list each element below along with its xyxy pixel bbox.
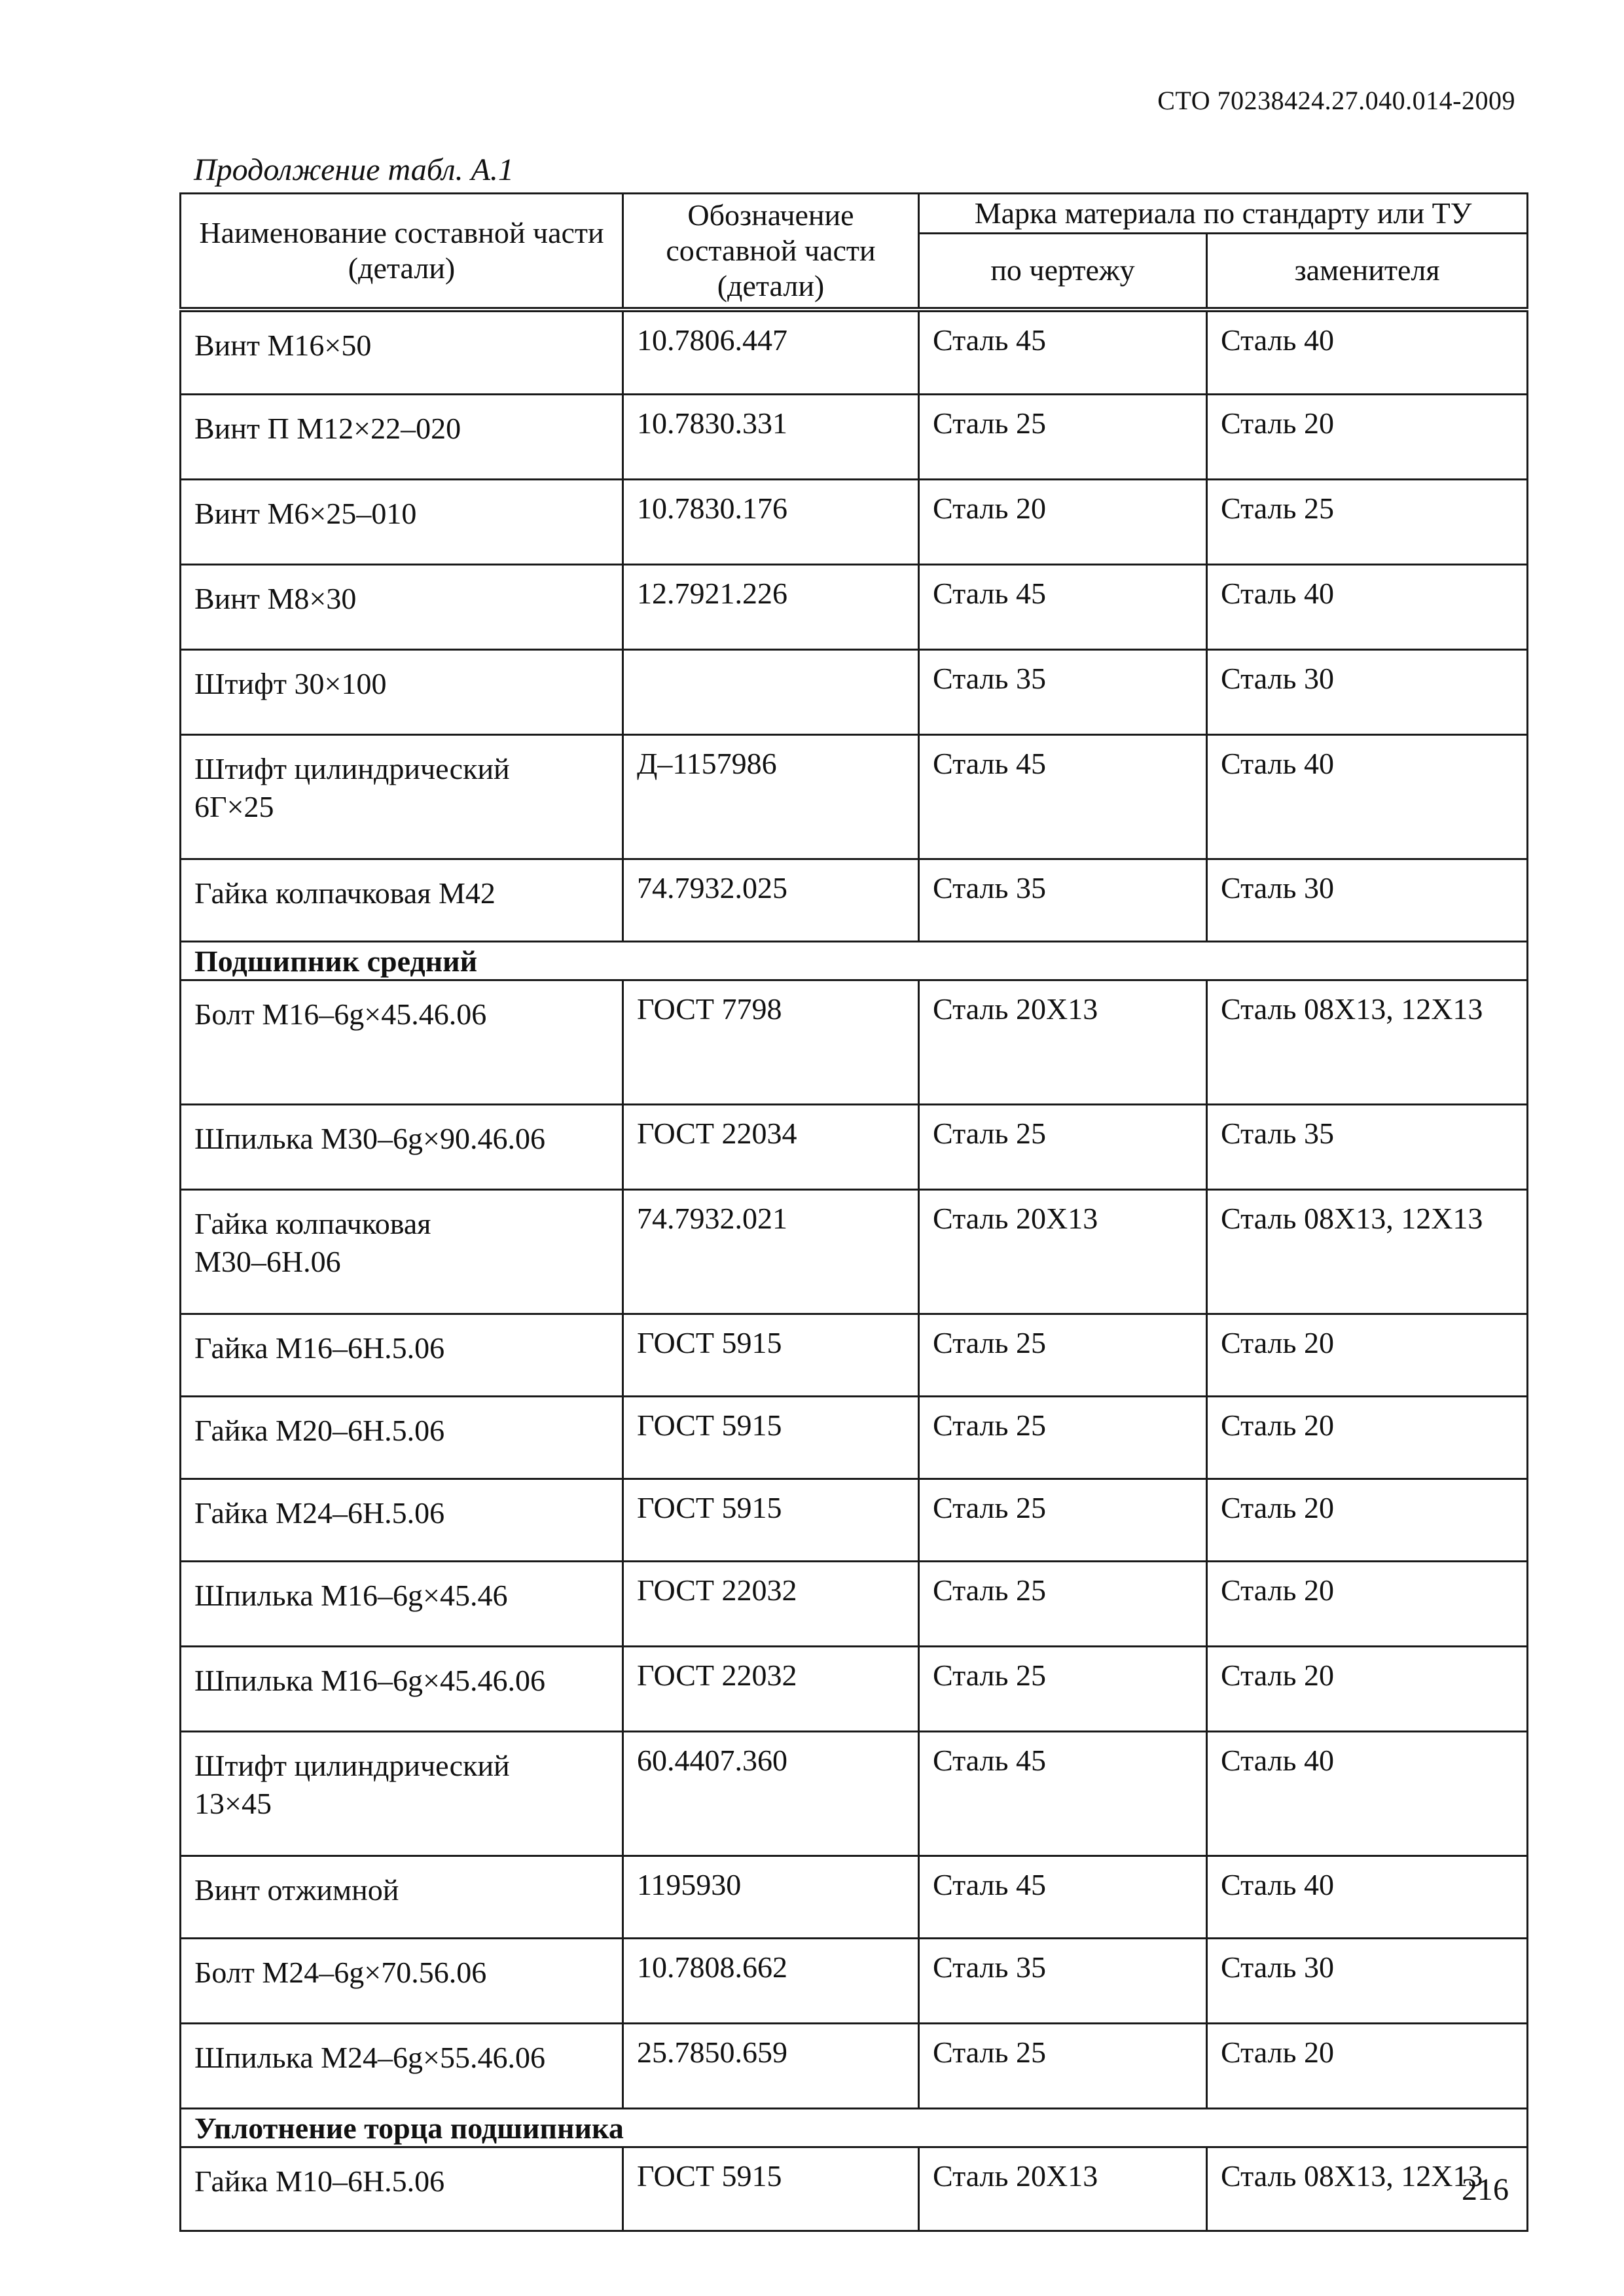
header-material-group: Марка материала по стандарту или ТУ <box>919 194 1528 234</box>
cell-designation: 60.4407.360 <box>623 1732 919 1856</box>
cell-substitute-material: Сталь 20 <box>1207 1562 1528 1647</box>
cell-designation: 74.7932.021 <box>623 1190 919 1314</box>
cell-designation: ГОСТ 22034 <box>623 1105 919 1190</box>
cell-drawing-material: Сталь 35 <box>919 859 1207 942</box>
cell-substitute-material: Сталь 20 <box>1207 1314 1528 1397</box>
cell-name: Винт М6×25–010 <box>181 480 623 565</box>
cell-designation: ГОСТ 22032 <box>623 1647 919 1732</box>
cell-substitute-material: Сталь 20 <box>1207 1647 1528 1732</box>
cell-designation: 12.7921.226 <box>623 565 919 650</box>
section-row <box>181 2109 1528 2147</box>
section-title: Уплотнение торца подшипника <box>181 2109 1528 2147</box>
header-designation: Обозначение составной части (детали) <box>623 194 919 310</box>
cell-name: Шпилька М24–6g×55.46.06 <box>181 2024 623 2109</box>
cell-substitute-material: Сталь 08Х13, 12Х13 <box>1207 2147 1528 2231</box>
table-row <box>181 2147 1528 2231</box>
cell-name: Штифт цилиндрический 6Г×25 <box>181 735 623 859</box>
cell-name: Шпилька М16–6g×45.46.06 <box>181 1647 623 1732</box>
cell-designation: 74.7932.025 <box>623 859 919 942</box>
cell-designation: 10.7808.662 <box>623 1939 919 2024</box>
cell-name: Штифт 30×100 <box>181 650 623 735</box>
cell-substitute-material: Сталь 30 <box>1207 859 1528 942</box>
cell-substitute-material: Сталь 20 <box>1207 395 1528 480</box>
cell-drawing-material: Сталь 25 <box>919 1314 1207 1397</box>
cell-substitute-material: Сталь 08Х13, 12Х13 <box>1207 1190 1528 1314</box>
materials-table <box>179 192 1528 2232</box>
cell-drawing-material: Сталь 25 <box>919 1647 1207 1732</box>
cell-designation: ГОСТ 5915 <box>623 1397 919 1479</box>
cell-drawing-material: Сталь 20Х13 <box>919 980 1207 1105</box>
cell-substitute-material: Сталь 40 <box>1207 565 1528 650</box>
cell-designation: 10.7830.176 <box>623 480 919 565</box>
cell-drawing-material: Сталь 25 <box>919 395 1207 480</box>
cell-drawing-material: Сталь 25 <box>919 1562 1207 1647</box>
section-title: Подшипник средний <box>181 942 1528 980</box>
cell-name: Гайка колпачковая М42 <box>181 859 623 942</box>
table-row <box>181 395 1528 480</box>
cell-substitute-material: Сталь 20 <box>1207 1479 1528 1562</box>
table-row <box>181 859 1528 942</box>
table-row <box>181 735 1528 859</box>
cell-drawing-material: Сталь 35 <box>919 650 1207 735</box>
cell-name: Винт М16×50 <box>181 310 623 395</box>
cell-designation: ГОСТ 5915 <box>623 1314 919 1397</box>
cell-drawing-material: Сталь 20Х13 <box>919 2147 1207 2231</box>
table-row <box>181 1314 1528 1397</box>
cell-substitute-material: Сталь 20 <box>1207 1397 1528 1479</box>
cell-name: Гайка М20–6Н.5.06 <box>181 1397 623 1479</box>
document-code: СТО 70238424.27.040.014-2009 <box>1157 86 1515 115</box>
cell-designation: ГОСТ 5915 <box>623 2147 919 2231</box>
cell-drawing-material: Сталь 20Х13 <box>919 1190 1207 1314</box>
table-row <box>181 565 1528 650</box>
cell-name: Гайка М24–6Н.5.06 <box>181 1479 623 1562</box>
cell-designation: 25.7850.659 <box>623 2024 919 2109</box>
cell-name: Винт отжимной <box>181 1856 623 1939</box>
cell-designation: 1195930 <box>623 1856 919 1939</box>
cell-name: Винт П М12×22–020 <box>181 395 623 480</box>
cell-substitute-material: Сталь 08Х13, 12Х13 <box>1207 980 1528 1105</box>
cell-designation: ГОСТ 5915 <box>623 1479 919 1562</box>
cell-drawing-material: Сталь 45 <box>919 1732 1207 1856</box>
cell-drawing-material: Сталь 25 <box>919 1397 1207 1479</box>
header-by-drawing: по чертежу <box>919 234 1207 310</box>
cell-substitute-material: Сталь 30 <box>1207 650 1528 735</box>
table-row <box>181 310 1528 395</box>
cell-designation: 10.7830.331 <box>623 395 919 480</box>
table-row <box>181 2024 1528 2109</box>
cell-drawing-material: Сталь 25 <box>919 1105 1207 1190</box>
table-row <box>181 1856 1528 1939</box>
table-body <box>181 310 1528 2231</box>
cell-substitute-material: Сталь 20 <box>1207 2024 1528 2109</box>
table-row <box>181 480 1528 565</box>
cell-designation <box>623 650 919 735</box>
cell-substitute-material: Сталь 30 <box>1207 1939 1528 2024</box>
cell-name: Шпилька М16–6g×45.46 <box>181 1562 623 1647</box>
cell-drawing-material: Сталь 45 <box>919 1856 1207 1939</box>
table-header <box>181 194 1528 310</box>
page-number: 216 <box>1462 2172 1509 2207</box>
cell-drawing-material: Сталь 25 <box>919 2024 1207 2109</box>
table-row <box>181 1562 1528 1647</box>
cell-name: Винт М8×30 <box>181 565 623 650</box>
table-caption: Продолжение табл. А.1 <box>194 152 514 187</box>
cell-name: Болт М24–6g×70.56.06 <box>181 1939 623 2024</box>
cell-drawing-material: Сталь 20 <box>919 480 1207 565</box>
cell-name: Гайка М10–6Н.5.06 <box>181 2147 623 2231</box>
cell-substitute-material: Сталь 40 <box>1207 310 1528 395</box>
table-row <box>181 1939 1528 2024</box>
cell-designation: ГОСТ 7798 <box>623 980 919 1105</box>
cell-designation: ГОСТ 22032 <box>623 1562 919 1647</box>
cell-substitute-material: Сталь 40 <box>1207 1732 1528 1856</box>
cell-name: Болт М16–6g×45.46.06 <box>181 980 623 1105</box>
cell-substitute-material: Сталь 25 <box>1207 480 1528 565</box>
table-row <box>181 1732 1528 1856</box>
cell-drawing-material: Сталь 25 <box>919 1479 1207 1562</box>
table-row <box>181 650 1528 735</box>
table-row <box>181 980 1528 1105</box>
table-row <box>181 1397 1528 1479</box>
cell-drawing-material: Сталь 35 <box>919 1939 1207 2024</box>
cell-substitute-material: Сталь 40 <box>1207 735 1528 859</box>
cell-drawing-material: Сталь 45 <box>919 735 1207 859</box>
table-row <box>181 1479 1528 1562</box>
cell-name: Гайка колпачковая М30–6Н.06 <box>181 1190 623 1314</box>
table-row <box>181 1190 1528 1314</box>
cell-drawing-material: Сталь 45 <box>919 565 1207 650</box>
header-substitute: заменителя <box>1207 234 1528 310</box>
cell-substitute-material: Сталь 35 <box>1207 1105 1528 1190</box>
cell-designation: Д–1157986 <box>623 735 919 859</box>
cell-name: Гайка М16–6Н.5.06 <box>181 1314 623 1397</box>
cell-substitute-material: Сталь 40 <box>1207 1856 1528 1939</box>
cell-designation: 10.7806.447 <box>623 310 919 395</box>
header-name: Наименование составной части (детали) <box>181 194 623 310</box>
cell-name: Шпилька М30–6g×90.46.06 <box>181 1105 623 1190</box>
table-row <box>181 1647 1528 1732</box>
section-row <box>181 942 1528 980</box>
cell-drawing-material: Сталь 45 <box>919 310 1207 395</box>
cell-name: Штифт цилиндрический 13×45 <box>181 1732 623 1856</box>
table-row <box>181 1105 1528 1190</box>
